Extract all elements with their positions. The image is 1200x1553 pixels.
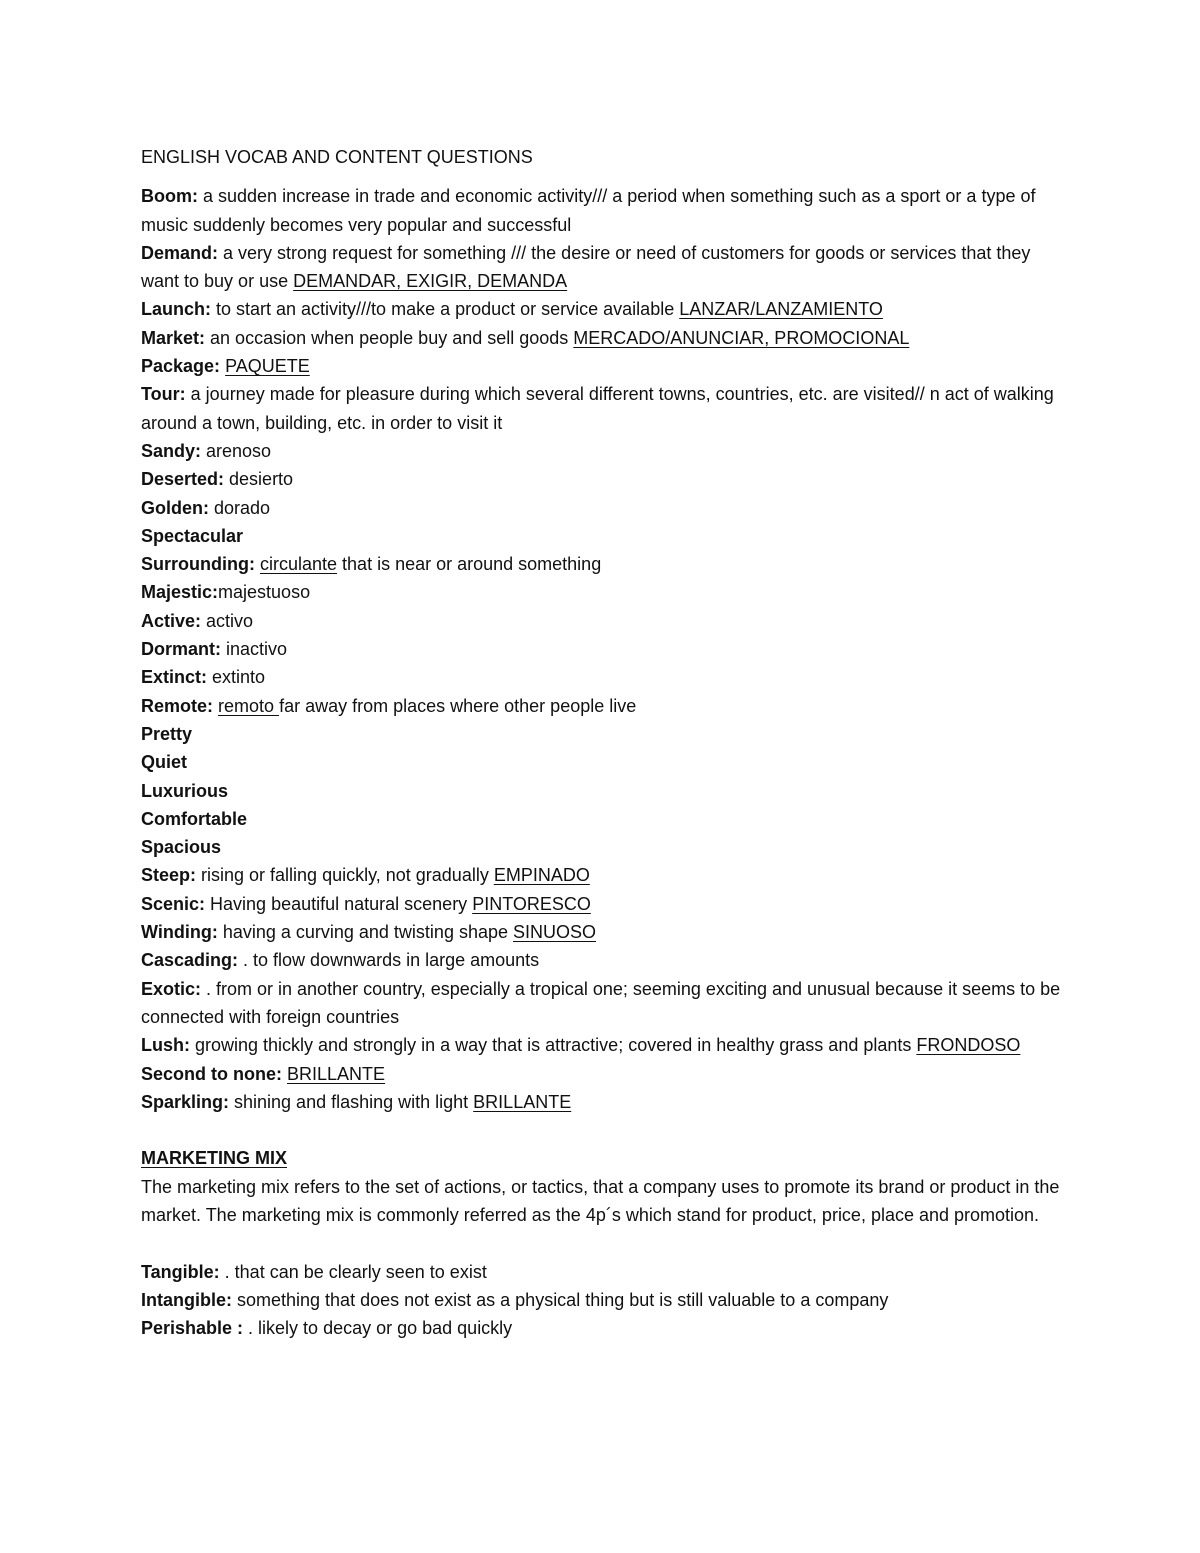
vocab-term: Lush: bbox=[141, 1035, 190, 1056]
vocab-definition: growing thickly and strongly in a way that is attractive; covered in healthy grass and plants bbox=[190, 1035, 917, 1056]
vocab-term: Active: bbox=[141, 610, 202, 631]
vocab-definition: a journey made for pleasure during which several different towns, countries, etc. are visited// n act of walking around a town, building, etc. in order to visit it bbox=[141, 384, 1054, 433]
vocab-term: Winding: bbox=[141, 922, 218, 943]
vocab-entry bbox=[141, 692, 1061, 720]
vocab-term: Remote: bbox=[141, 695, 214, 716]
vocab-entry bbox=[141, 578, 1061, 606]
vocab-term: Pretty bbox=[141, 723, 193, 744]
vocab-entry bbox=[141, 1060, 1061, 1088]
vocab-entry bbox=[141, 607, 1061, 635]
document-body bbox=[141, 143, 1061, 1342]
vocab-translation: FRONDOSO bbox=[916, 1035, 1021, 1056]
vocab-entry bbox=[141, 494, 1061, 522]
vocab-term: Market: bbox=[141, 327, 206, 348]
vocab-definition: majestuoso bbox=[218, 582, 311, 603]
vocab-definition: a sudden increase in trade and economic activity/// a period when something such as a sport or a type of music suddenly becomes very popular and successful bbox=[141, 186, 1036, 235]
vocab-entry bbox=[141, 324, 1061, 352]
vocab-translation: BRILLANTE bbox=[287, 1063, 386, 1084]
vocab-entry bbox=[141, 663, 1061, 691]
vocab-definition: arenoso bbox=[201, 440, 272, 461]
vocab-entry bbox=[141, 777, 1061, 805]
vocab-entry bbox=[141, 918, 1061, 946]
vocab-term: Scenic: bbox=[141, 893, 206, 914]
vocab-translation: EMPINADO bbox=[493, 865, 590, 886]
vocab-definition: desierto bbox=[224, 469, 294, 490]
vocab-definition: . from or in another country, especially a tropical one; seeming exciting and unusual because it seems to be connected with foreign countries bbox=[141, 978, 1061, 1027]
vocab-term: Demand: bbox=[141, 242, 219, 263]
vocab-translation: remoto bbox=[218, 695, 280, 716]
vocab-entry bbox=[141, 1031, 1061, 1059]
vocab-entry bbox=[141, 861, 1061, 889]
vocab-term: Quiet bbox=[141, 752, 188, 773]
vocab-translation: DEMANDAR, EXIGIR, DEMANDA bbox=[293, 271, 568, 292]
vocab-entry bbox=[141, 833, 1061, 861]
marketing-term-definition: something that does not exist as a physical thing but is still valuable to a company bbox=[232, 1289, 889, 1310]
marketing-mix-paragraph: The marketing mix refers to the set of actions, or tactics, that a company uses to promote its brand or product in the market. The marketing mix is commonly referred as the 4p´s which stand for product, price, place and promotion. bbox=[141, 1176, 1060, 1225]
vocab-translation: LANZAR/LANZAMIENTO bbox=[679, 299, 883, 320]
vocab-entry bbox=[141, 295, 1061, 323]
vocab-translation: SINUOSO bbox=[513, 922, 597, 943]
marketing-term-entry bbox=[141, 1286, 1061, 1314]
vocab-definition: shining and flashing with light bbox=[229, 1091, 474, 1112]
marketing-term-entry bbox=[141, 1258, 1061, 1286]
vocab-definition: activo bbox=[201, 610, 254, 631]
vocab-term: Majestic: bbox=[141, 582, 219, 603]
vocab-definition: . to flow downwards in large amounts bbox=[238, 950, 540, 971]
vocab-entry bbox=[141, 1088, 1061, 1116]
vocab-entry bbox=[141, 437, 1061, 465]
vocab-term: Spectacular bbox=[141, 525, 244, 546]
vocab-term: Surrounding: bbox=[141, 554, 255, 575]
vocab-term: Exotic: bbox=[141, 978, 202, 999]
vocab-entry bbox=[141, 975, 1061, 1032]
vocab-definition: Having beautiful natural scenery bbox=[205, 893, 473, 914]
marketing-term-entry bbox=[141, 1314, 1061, 1342]
vocab-definition: having a curving and twisting shape bbox=[217, 922, 513, 943]
vocab-translation: MERCADO/ANUNCIAR, PROMOCIONAL bbox=[573, 327, 910, 348]
vocab-entry bbox=[141, 946, 1061, 974]
vocab-definition: dorado bbox=[209, 497, 271, 518]
vocab-term: Comfortable bbox=[141, 808, 248, 829]
vocab-definition: inactivo bbox=[221, 639, 288, 660]
marketing-term: Tangible: bbox=[141, 1261, 220, 1282]
vocab-entry bbox=[141, 635, 1061, 663]
marketing-term: Perishable : bbox=[141, 1318, 244, 1339]
vocab-entry bbox=[141, 720, 1061, 748]
vocab-list bbox=[141, 182, 1061, 1116]
marketing-term-definition: . that can be clearly seen to exist bbox=[219, 1261, 487, 1282]
vocab-entry bbox=[141, 239, 1061, 296]
vocab-term: Package: bbox=[141, 356, 221, 377]
vocab-entry bbox=[141, 465, 1061, 493]
vocab-term: Golden: bbox=[141, 497, 209, 518]
vocab-term: Steep: bbox=[141, 865, 197, 886]
marketing-term-definition: . likely to decay or go bad quickly bbox=[243, 1318, 513, 1339]
vocab-definition: to start an activity///to make a product or service available bbox=[211, 299, 680, 320]
vocab-definition-extra: that is near or around something bbox=[337, 554, 602, 575]
vocab-definition: rising or falling quickly, not gradually bbox=[196, 865, 494, 886]
vocab-definition-extra: far away from places where other people live bbox=[279, 695, 637, 716]
vocab-translation: circulante bbox=[260, 554, 338, 575]
vocab-term: Luxurious bbox=[141, 780, 229, 801]
vocab-translation: BRILLANTE bbox=[473, 1091, 572, 1112]
vocab-entry bbox=[141, 182, 1061, 239]
vocab-term: Sandy: bbox=[141, 440, 202, 461]
vocab-entry bbox=[141, 805, 1061, 833]
vocab-entry bbox=[141, 522, 1061, 550]
vocab-term: Sparkling: bbox=[141, 1091, 230, 1112]
section-heading-marketing-mix: MARKETING MIX bbox=[141, 1148, 287, 1169]
vocab-entry bbox=[141, 890, 1061, 918]
marketing-terms-list bbox=[141, 1258, 1061, 1343]
vocab-entry bbox=[141, 380, 1061, 437]
vocab-definition: a very strong request for something /// the desire or need of customers for goods or services that they want to buy or use bbox=[141, 242, 1031, 292]
vocab-term: Extinct: bbox=[141, 667, 208, 688]
vocab-translation: PAQUETE bbox=[225, 356, 310, 377]
vocab-entry bbox=[141, 352, 1061, 380]
vocab-term: Boom: bbox=[141, 186, 198, 207]
vocab-term: Cascading: bbox=[141, 950, 239, 971]
vocab-term: Second to none: bbox=[141, 1063, 282, 1084]
vocab-entry bbox=[141, 550, 1061, 578]
vocab-entry bbox=[141, 748, 1061, 776]
vocab-translation: PINTORESCO bbox=[472, 893, 591, 914]
marketing-term: Intangible: bbox=[141, 1289, 232, 1310]
vocab-term: Spacious bbox=[141, 837, 222, 858]
vocab-term: Dormant: bbox=[141, 639, 221, 660]
vocab-term: Deserted: bbox=[141, 469, 225, 490]
vocab-definition: extinto bbox=[207, 667, 266, 688]
document-title: ENGLISH VOCAB AND CONTENT QUESTIONS bbox=[141, 147, 533, 167]
vocab-term: Launch: bbox=[141, 299, 211, 320]
vocab-definition: an occasion when people buy and sell goods bbox=[205, 327, 574, 348]
vocab-term: Tour: bbox=[141, 384, 186, 405]
